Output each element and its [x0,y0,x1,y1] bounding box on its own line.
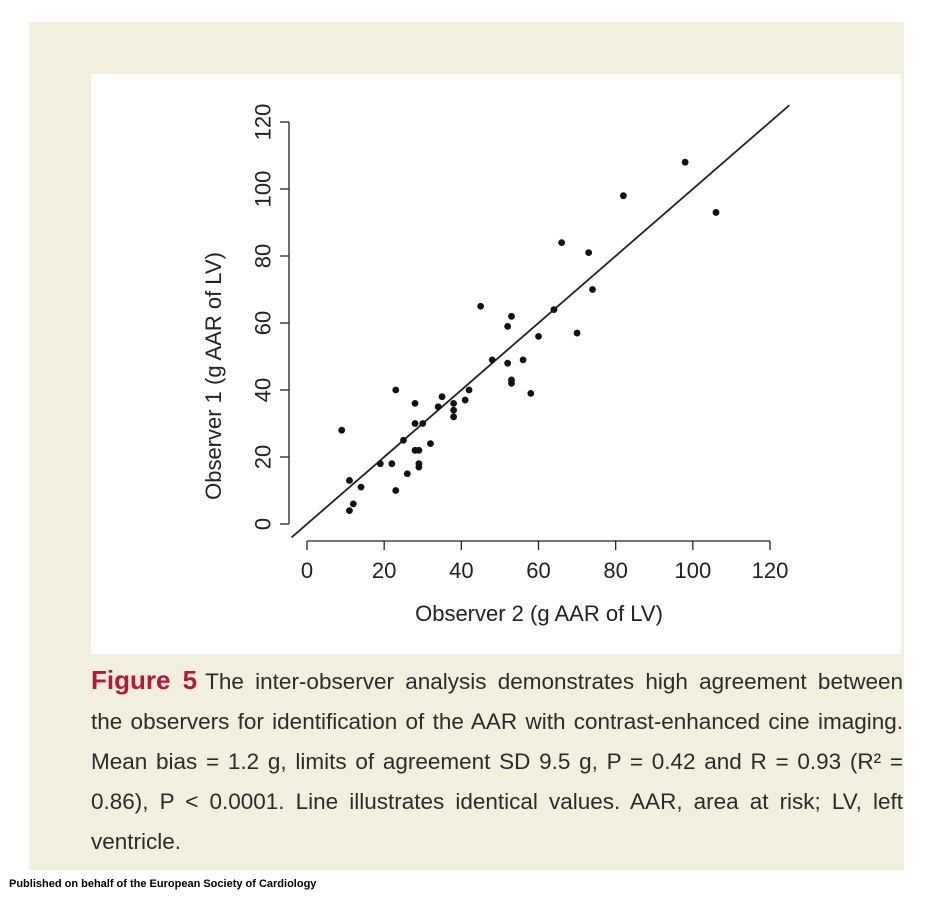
x-tick-label: 20 [371,558,397,583]
data-point [404,470,411,477]
data-point [551,306,558,313]
x-axis-label: Observer 2 (g AAR of LV) [415,601,663,626]
data-point [520,356,527,363]
y-tick-label: 0 [250,517,276,531]
x-tick-label: 80 [603,558,628,583]
data-point [415,464,422,471]
data-point [392,387,399,394]
x-tick-label: 60 [526,558,551,583]
data-point [412,420,419,427]
data-point [400,437,407,444]
x-tick-label: 0 [300,558,314,583]
data-point [346,507,353,514]
data-point [450,407,457,414]
figure-panel [29,22,904,870]
x-tick-label: 120 [751,558,789,583]
data-point [574,330,581,337]
scatter-chart [91,74,901,654]
figure-label: Figure 5 [91,665,198,695]
figure-caption [91,660,903,862]
identity-line [292,105,790,537]
y-tick-label: 40 [250,377,276,403]
data-point [713,209,720,216]
plot-area [91,74,901,654]
data-point [350,501,357,508]
data-point [477,303,484,310]
data-point [450,413,457,420]
data-point [558,239,565,246]
data-point [527,390,534,397]
data-point [377,460,384,467]
data-point [435,403,442,410]
publisher-footer: Published on behalf of the European Society of Cardiology [9,878,317,890]
data-point [466,387,473,394]
data-point [419,420,426,427]
data-point [489,356,496,363]
identity-line-layer [292,105,790,537]
data-point [427,440,434,447]
data-point [585,249,592,256]
y-tick-label: 80 [250,243,276,269]
data-point [358,484,365,491]
data-point [504,323,511,330]
data-point [388,460,395,467]
data-point [338,427,345,434]
caption-text: The inter-observer analysis demonstrates high agreement between the observers for identification of the AAR with contrast-enhanced cine imaging. Mean bias = 1.2 g, limits of agreement SD 9.5 g, P = 0.42 and R = 0.93 (R² = 0.86), P < 0.0001. Line illustrates identical values. AAR, area at risk; LV, left ventricle. [91,669,903,854]
data-point [462,397,469,404]
data-point [450,400,457,407]
x-tick-label: 40 [449,558,474,583]
data-point [682,159,689,166]
data-point [508,313,515,320]
y-tick-label: 120 [250,103,276,141]
data-point [412,400,419,407]
data-point [620,192,627,199]
data-point [439,393,446,400]
data-point [504,360,511,367]
data-point [508,380,515,387]
y-tick-label: 60 [250,310,276,336]
y-axis-label: Observer 1 (g AAR of LV) [201,252,226,500]
y-tick-label: 20 [250,444,276,470]
data-point [346,477,353,484]
data-point [392,487,399,494]
y-tick-label: 100 [250,170,276,208]
data-point [535,333,542,340]
data-point [415,447,422,454]
data-points [338,159,719,514]
data-point [589,286,596,293]
x-tick-label: 100 [674,558,712,583]
